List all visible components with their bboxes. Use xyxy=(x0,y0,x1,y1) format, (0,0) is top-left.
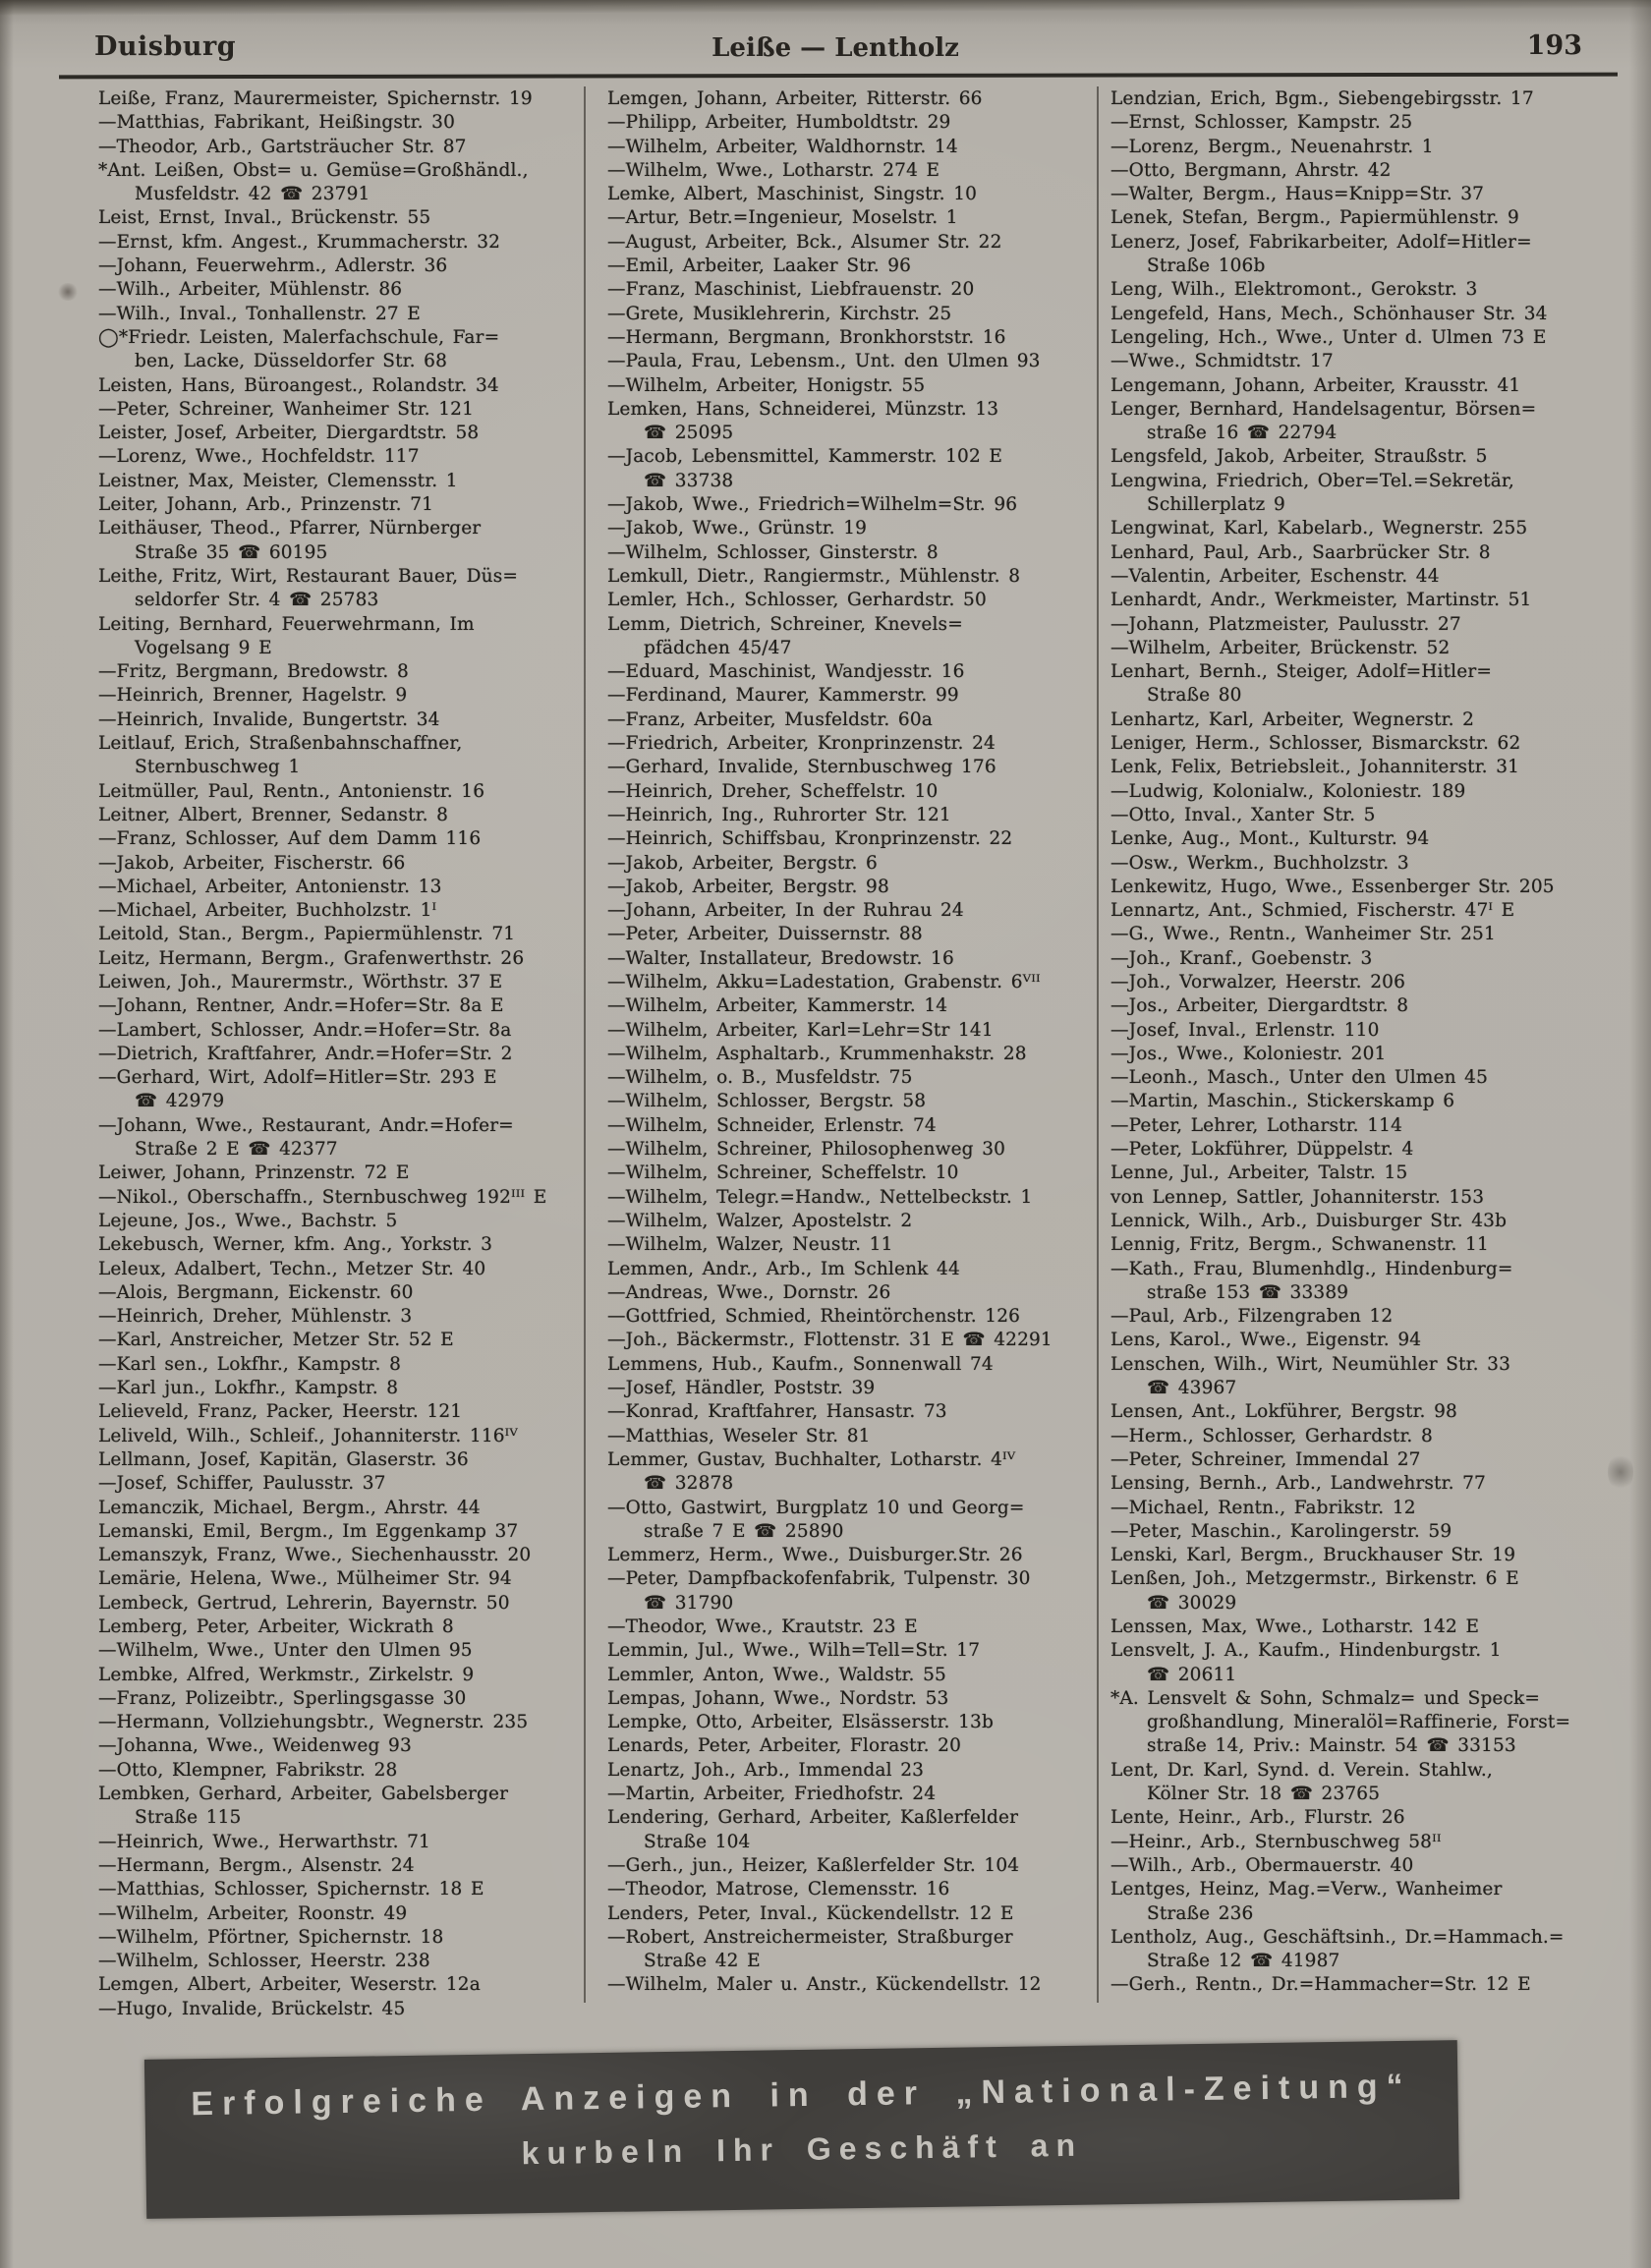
directory-line: Straße 106b xyxy=(1147,255,1266,277)
scan-speck xyxy=(57,283,79,301)
directory-line: —Paul, Arb., Filzengraben 12 xyxy=(1110,1306,1394,1328)
scan-edge-top xyxy=(0,0,1651,16)
directory-line: —Jakob, Arbeiter, Bergstr. 98 xyxy=(607,876,889,897)
directory-line: Lensen, Ant., Lokführer, Bergstr. 98 xyxy=(1110,1401,1457,1423)
directory-line: ☎ 31790 xyxy=(644,1592,734,1614)
directory-line: Leithäuser, Theod., Pfarrer, Nürnberger xyxy=(98,518,482,539)
directory-column-2 xyxy=(607,87,1091,1998)
directory-line: Leistner, Max, Meister, Clemensstr. 1 xyxy=(98,470,458,491)
directory-line: straße 153 ☎ 33389 xyxy=(1147,1281,1349,1303)
directory-line: Sternbuschweg 1 xyxy=(135,757,301,778)
directory-line: Lenards, Peter, Arbeiter, Florastr. 20 xyxy=(607,1735,962,1757)
directory-line: —Joh., Kranf., Goebenstr. 3 xyxy=(1110,947,1373,969)
directory-line: Lemanczik, Michael, Bergm., Ahrstr. 44 xyxy=(98,1497,481,1518)
directory-line: Lengemann, Johann, Arbeiter, Krausstr. 41 xyxy=(1110,374,1521,396)
directory-line: —Karl, Anstreicher, Metzer Str. 52 E xyxy=(98,1330,454,1351)
directory-line: *Ant. Leißen, Obst= u. Gemüse=Großhändl., xyxy=(98,159,529,181)
directory-line: —G., Wwe., Rentn., Wanheimer Str. 251 xyxy=(1110,924,1496,945)
directory-line: —Franz, Arbeiter, Musfeldstr. 60a xyxy=(607,709,933,730)
directory-line: Leisten, Hans, Büroangest., Rolandstr. 34 xyxy=(98,374,499,396)
directory-line: Lenders, Peter, Inval., Kückendellstr. 12 E xyxy=(607,1902,1014,1924)
directory-line: —Karl jun., Lokfhr., Kampstr. 8 xyxy=(98,1378,399,1399)
directory-line: Lemmen, Andr., Arb., Im Schlenk 44 xyxy=(607,1258,960,1279)
directory-line: Lenk, Felix, Betriebsleit., Johanniterstr. 31 xyxy=(1110,757,1520,778)
directory-line: Leitner, Albert, Brenner, Sedanstr. 8 xyxy=(98,804,449,825)
directory-line: Straße 115 xyxy=(135,1807,242,1829)
directory-line: Straße 35 ☎ 60195 xyxy=(135,541,328,563)
directory-line: Lendering, Gerhard, Arbeiter, Kaßlerfelder xyxy=(607,1807,1019,1829)
directory-line: —Johann, Platzmeister, Paulusstr. 27 xyxy=(1110,613,1461,635)
directory-line: ☎ 25095 xyxy=(644,423,734,444)
directory-line: Lenßen, Joh., Metzgermstr., Birkenstr. 6 E xyxy=(1110,1568,1519,1590)
directory-line: Lente, Heinr., Arb., Flurstr. 26 xyxy=(1110,1807,1405,1829)
directory-line: Lemmin, Jul., Wwe., Wilh=Tell=Str. 17 xyxy=(607,1640,981,1662)
directory-line: —Wilhelm, Pförtner, Spichernstr. 18 xyxy=(98,1926,444,1948)
directory-line: —Gerh., Rentn., Dr.=Hammacher=Str. 12 E xyxy=(1110,1974,1531,1996)
directory-line: —Peter, Lehrer, Lotharstr. 114 xyxy=(1110,1114,1402,1136)
directory-line: —Hugo, Invalide, Brückelstr. 45 xyxy=(98,1998,406,2019)
directory-line: —Wilhelm, Schreiner, Philosophenweg 30 xyxy=(607,1139,1006,1161)
directory-line: —Matthias, Fabrikant, Heißingstr. 30 xyxy=(98,112,455,134)
header-city: Duisburg xyxy=(94,31,237,62)
directory-line: straße 7 E ☎ 25890 xyxy=(644,1520,844,1542)
directory-line: —Johann, Arbeiter, In der Ruhrau 24 xyxy=(607,900,964,922)
directory-line: —Matthias, Weseler Str. 81 xyxy=(607,1425,871,1446)
directory-line: —Heinrich, Dreher, Scheffelstr. 10 xyxy=(607,780,939,802)
directory-line: —Eduard, Maschinist, Wandjesstr. 16 xyxy=(607,661,965,683)
directory-line: —Walter, Installateur, Bredowstr. 16 xyxy=(607,947,954,969)
advert-banner xyxy=(144,2040,1459,2219)
directory-line: Lemke, Albert, Maschinist, Singstr. 10 xyxy=(607,184,978,205)
directory-line: ☎ 30029 xyxy=(1147,1592,1237,1614)
directory-line: Lensing, Bernh., Arb., Landwehrstr. 77 xyxy=(1110,1473,1486,1495)
directory-line: —Ferdinand, Maurer, Kammerstr. 99 xyxy=(607,685,959,707)
directory-line: —Wilhelm, Schlosser, Ginsterstr. 8 xyxy=(607,541,939,563)
directory-line: Vogelsang 9 E xyxy=(135,637,272,658)
directory-line: —Andreas, Wwe., Dornstr. 26 xyxy=(607,1281,891,1303)
directory-line: —Wilhelm, Arbeiter, Brückenstr. 52 xyxy=(1110,637,1451,658)
column-divider-1 xyxy=(584,86,586,2003)
directory-line: Lenek, Stefan, Bergm., Papiermühlenstr. 9 xyxy=(1110,207,1519,229)
directory-line: Lempas, Johann, Wwe., Nordstr. 53 xyxy=(607,1687,949,1709)
directory-line: —Michael, Arbeiter, Buchholzstr. 1ᴵ xyxy=(98,900,437,922)
directory-line: —Peter, Schreiner, Wanheimer Str. 121 xyxy=(98,398,474,420)
directory-line: Lenne, Jul., Arbeiter, Talstr. 15 xyxy=(1110,1162,1408,1184)
directory-line: Lemgen, Albert, Arbeiter, Weserstr. 12a xyxy=(98,1974,481,1996)
directory-line: Lemm, Dietrich, Schreiner, Knevels= xyxy=(607,613,963,635)
directory-line: Lemgen, Johann, Arbeiter, Ritterstr. 66 xyxy=(607,88,983,109)
directory-line: Leng, Wilh., Elektromont., Gerokstr. 3 xyxy=(1110,279,1478,301)
directory-line: —Philipp, Arbeiter, Humboldtstr. 29 xyxy=(607,112,951,134)
directory-line: Lemler, Hch., Schlosser, Gerhardstr. 50 xyxy=(607,590,987,611)
directory-line: —Lorenz, Bergm., Neuenahrstr. 1 xyxy=(1110,136,1434,157)
directory-line: Kölner Str. 18 ☎ 23765 xyxy=(1147,1784,1381,1805)
directory-line: Lens, Karol., Wwe., Eigenstr. 94 xyxy=(1110,1330,1422,1351)
directory-line: —Wilhelm, Walzer, Neustr. 11 xyxy=(607,1234,893,1256)
directory-line: Leister, Josef, Arbeiter, Diergardtstr. 58 xyxy=(98,423,480,444)
directory-line: Lennartz, Ant., Schmied, Fischerstr. 47ᴵ E xyxy=(1110,900,1515,922)
directory-line: —Heinrich, Wwe., Herwarthstr. 71 xyxy=(98,1831,430,1852)
directory-line: —Otto, Klempner, Fabrikstr. 28 xyxy=(98,1759,398,1781)
directory-line: —Hermann, Vollziehungsbtr., Wegnerstr. 235 xyxy=(98,1712,529,1733)
directory-line: —Otto, Bergmann, Ahrstr. 42 xyxy=(1110,159,1392,181)
directory-line: —Jakob, Arbeiter, Fischerstr. 66 xyxy=(98,852,406,874)
directory-line: Lenger, Bernhard, Handelsagentur, Börsen= xyxy=(1110,398,1537,420)
directory-line: ☎ 42979 xyxy=(135,1091,225,1112)
directory-line: —Joh., Vorwalzer, Heerstr. 206 xyxy=(1110,971,1405,992)
directory-line: —Otto, Inval., Xanter Str. 5 xyxy=(1110,804,1376,825)
directory-line: —Wilh., Inval., Tonhallenstr. 27 E xyxy=(98,303,421,324)
directory-line: Leiwen, Joh., Maurermstr., Wörthstr. 37 E xyxy=(98,971,503,992)
directory-line: —Wilhelm, Asphaltarb., Krummenhakstr. 28 xyxy=(607,1043,1027,1064)
directory-line: —Theodor, Wwe., Krautstr. 23 E xyxy=(607,1616,918,1637)
directory-line: Lenhard, Paul, Arb., Saarbrücker Str. 8 xyxy=(1110,541,1491,563)
directory-line: Straße 42 E xyxy=(644,1951,761,1972)
directory-line: —Leonh., Masch., Unter den Ulmen 45 xyxy=(1110,1067,1489,1089)
directory-line: *A. Lensvelt & Sohn, Schmalz= und Speck= xyxy=(1110,1687,1541,1709)
directory-line: —Wilhelm, Schlosser, Heerstr. 238 xyxy=(98,1951,430,1972)
column-divider-2 xyxy=(1097,86,1099,2003)
directory-line: Leithe, Fritz, Wirt, Restaurant Bauer, Düs= xyxy=(98,565,518,587)
directory-line: Lelieveld, Franz, Packer, Heerstr. 121 xyxy=(98,1401,463,1423)
directory-line: Lemmerz, Herm., Wwe., Duisburger.Str. 26 xyxy=(607,1545,1023,1566)
directory-line: Leiwer, Johann, Prinzenstr. 72 E xyxy=(98,1162,410,1184)
directory-line: Lennig, Fritz, Bergm., Schwanenstr. 11 xyxy=(1110,1234,1489,1256)
directory-line: pfädchen 45/47 xyxy=(644,637,792,658)
directory-line: —Heinrich, Brenner, Hagelstr. 9 xyxy=(98,685,408,707)
directory-line: —Artur, Betr.=Ingenieur, Moselstr. 1 xyxy=(607,207,958,229)
directory-line: Lemkull, Dietr., Rangiermstr., Mühlenstr. 8 xyxy=(607,565,1021,587)
directory-line: Straße 236 xyxy=(1147,1902,1254,1924)
directory-line: Leiße, Franz, Maurermeister, Spichernstr. 19 xyxy=(98,88,533,109)
directory-line: —Gerhard, Invalide, Sternbuschweg 176 xyxy=(607,757,996,778)
directory-line: ☎ 43967 xyxy=(1147,1378,1237,1399)
directory-line: —Emil, Arbeiter, Laaker Str. 96 xyxy=(607,255,912,277)
directory-line: —Friedrich, Arbeiter, Kronprinzenstr. 24 xyxy=(607,733,996,755)
directory-line: Lentges, Heinz, Mag.=Verw., Wanheimer xyxy=(1110,1879,1503,1900)
directory-line: ☎ 20611 xyxy=(1147,1664,1237,1685)
directory-line: ☎ 32878 xyxy=(644,1473,734,1495)
directory-line: —Lorenz, Wwe., Hochfeldstr. 117 xyxy=(98,446,420,468)
directory-line: —Konrad, Kraftfahrer, Hansastr. 73 xyxy=(607,1401,947,1423)
directory-line: Lembeck, Gertrud, Lehrerin, Bayernstr. 50 xyxy=(98,1592,510,1614)
directory-line: —Wilhelm, Arbeiter, Karl=Lehr=Str 141 xyxy=(607,1019,994,1041)
directory-line: Lemmer, Gustav, Buchhalter, Lotharstr. 4ᴵⱽ xyxy=(607,1448,1016,1470)
directory-line: —Ernst, Schlosser, Kampstr. 25 xyxy=(1110,112,1413,134)
directory-line: —August, Arbeiter, Bck., Alsumer Str. 22 xyxy=(607,231,1002,253)
directory-line: Leliveld, Wilh., Schleif., Johanniterstr. 116ᴵⱽ xyxy=(98,1425,518,1446)
directory-line: —Wilhelm, Schlosser, Bergstr. 58 xyxy=(607,1091,927,1112)
directory-line: Lenhart, Bernh., Steiger, Adolf=Hitler= xyxy=(1110,661,1492,683)
directory-line: großhandlung, Mineralöl=Raffinerie, Forst= xyxy=(1147,1712,1571,1733)
directory-line: Leitold, Stan., Bergm., Papiermühlenstr. 71 xyxy=(98,924,516,945)
directory-line: —Hermann, Bergmann, Bronkhorststr. 16 xyxy=(607,326,1006,348)
directory-line: Lembken, Gerhard, Arbeiter, Gabelsberger xyxy=(98,1784,509,1805)
directory-line: —Theodor, Arb., Gartsträucher Str. 87 xyxy=(98,136,467,157)
directory-line: —Matthias, Schlosser, Spichernstr. 18 E xyxy=(98,1879,484,1900)
directory-line: Lemken, Hans, Schneiderei, Münzstr. 13 xyxy=(607,398,999,420)
directory-line: Lenerz, Josef, Fabrikarbeiter, Adolf=Hitler= xyxy=(1110,231,1532,253)
directory-line: —Franz, Maschinist, Liebfrauenstr. 20 xyxy=(607,279,975,301)
directory-line: Straße 80 xyxy=(1147,685,1242,707)
directory-line: straße 14, Priv.: Mainstr. 54 ☎ 33153 xyxy=(1147,1735,1516,1757)
directory-line: —Lambert, Schlosser, Andr.=Hofer=Str. 8a xyxy=(98,1019,512,1041)
directory-line: Musfeldstr. 42 ☎ 23791 xyxy=(135,184,370,205)
directory-line: Lemmler, Anton, Wwe., Waldstr. 55 xyxy=(607,1664,946,1685)
directory-line: —Dietrich, Kraftfahrer, Andr.=Hofer=Str. 2 xyxy=(98,1043,513,1064)
directory-line: —Robert, Anstreichermeister, Straßburger xyxy=(607,1926,1013,1948)
directory-line: Lemmens, Hub., Kaufm., Sonnenwall 74 xyxy=(607,1353,994,1375)
directory-line: —Valentin, Arbeiter, Eschenstr. 44 xyxy=(1110,565,1440,587)
directory-line: —Michael, Rentn., Fabrikstr. 12 xyxy=(1110,1497,1416,1518)
directory-line: —Gerh., jun., Heizer, Kaßlerfelder Str. 104 xyxy=(607,1854,1020,1876)
directory-line: Lentholz, Aug., Geschäftsinh., Dr.=Hammach.= xyxy=(1110,1926,1565,1948)
directory-line: Lempke, Otto, Arbeiter, Elsässerstr. 13b xyxy=(607,1712,994,1733)
directory-line: von Lennep, Sattler, Johanniterstr. 153 xyxy=(1110,1186,1485,1208)
directory-line: Lengwina, Friedrich, Ober=Tel.=Sekretär, xyxy=(1110,470,1514,491)
directory-line: —Martin, Arbeiter, Friedhofstr. 24 xyxy=(607,1784,937,1805)
directory-line: —Osw., Werkm., Buchholzstr. 3 xyxy=(1110,852,1409,874)
directory-line: —Gerhard, Wirt, Adolf=Hitler=Str. 293 E xyxy=(98,1067,497,1089)
directory-line: Lejeune, Jos., Wwe., Bachstr. 5 xyxy=(98,1210,398,1231)
directory-line: Lenartz, Joh., Arb., Immendal 23 xyxy=(607,1759,925,1781)
directory-line: —Kath., Frau, Blumenhdlg., Hindenburg= xyxy=(1110,1258,1513,1279)
header-rule xyxy=(59,73,1618,80)
directory-line: Straße 2 E ☎ 42377 xyxy=(135,1139,338,1161)
directory-line: —Walter, Bergm., Haus=Knipp=Str. 37 xyxy=(1110,184,1485,205)
directory-line: —Wwe., Schmidtstr. 17 xyxy=(1110,351,1334,372)
directory-line: —Peter, Maschin., Karolingerstr. 59 xyxy=(1110,1520,1452,1542)
directory-line: Lengeling, Hch., Wwe., Unter d. Ulmen 73 E xyxy=(1110,326,1547,348)
directory-line: —Paula, Frau, Lebensm., Unt. den Ulmen 93 xyxy=(607,351,1041,372)
directory-line: Straße 12 ☎ 41987 xyxy=(1147,1951,1340,1972)
directory-line: Lellmann, Josef, Kapitän, Glaserstr. 36 xyxy=(98,1448,469,1470)
directory-line: —Wilhelm, Wwe., Lotharstr. 274 E xyxy=(607,159,940,181)
scan-edge-left xyxy=(0,0,14,2268)
directory-line: Leleux, Adalbert, Techn., Metzer Str. 40 xyxy=(98,1258,486,1279)
directory-line: —Fritz, Bergmann, Bredowstr. 8 xyxy=(98,661,409,683)
directory-line: ☎ 33738 xyxy=(644,470,734,491)
directory-line: Leitlauf, Erich, Straßenbahnschaffner, xyxy=(98,733,463,755)
directory-line: —Wilhelm, Schreiner, Scheffelstr. 10 xyxy=(607,1162,959,1184)
directory-line: Leitmüller, Paul, Rentn., Antonienstr. 16 xyxy=(98,780,485,802)
directory-line: Lenski, Karl, Bergm., Bruckhauser Str. 19 xyxy=(1110,1545,1516,1566)
directory-line: —Wilhelm, Telegr.=Handw., Nettelbeckstr. 1 xyxy=(607,1186,1033,1208)
directory-line: —Wilhelm, Arbeiter, Kammerstr. 14 xyxy=(607,995,948,1017)
directory-line: Lennick, Wilh., Arb., Duisburger Str. 43b xyxy=(1110,1210,1508,1231)
directory-line: —Wilh., Arbeiter, Mühlenstr. 86 xyxy=(98,279,403,301)
directory-line: Lemanski, Emil, Bergm., Im Eggenkamp 37 xyxy=(98,1520,519,1542)
directory-line: Leiter, Johann, Arb., Prinzenstr. 71 xyxy=(98,494,434,516)
advert-banner-line1: Erfolgreiche Anzeigen in der „National-Zeitung“ xyxy=(191,2067,1412,2124)
directory-line: —Gottfried, Schmied, Rheintörchenstr. 126 xyxy=(607,1306,1021,1328)
directory-line: —Franz, Schlosser, Auf dem Damm 116 xyxy=(98,828,482,850)
directory-line: —Nikol., Oberschaffn., Sternbuschweg 192ᴵᴵᴵ E xyxy=(98,1186,547,1208)
directory-line: Lenke, Aug., Mont., Kulturstr. 94 xyxy=(1110,828,1430,850)
directory-line: —Wilhelm, Arbeiter, Waldhornstr. 14 xyxy=(607,136,958,157)
directory-line: seldorfer Str. 4 ☎ 25783 xyxy=(135,590,379,611)
directory-line: Lensvelt, J. A., Kaufm., Hindenburgstr. 1 xyxy=(1110,1640,1502,1662)
directory-line: Lenkewitz, Hugo, Wwe., Essenberger Str. 205 xyxy=(1110,876,1555,897)
directory-line: —Johann, Feuerwehrm., Adlerstr. 36 xyxy=(98,255,448,277)
directory-line: Lenhardt, Andr., Werkmeister, Martinstr. 51 xyxy=(1110,590,1532,611)
directory-line: Leiting, Bernhard, Feuerwehrmann, Im xyxy=(98,613,475,635)
directory-line: Leist, Ernst, Inval., Brückenstr. 55 xyxy=(98,207,431,229)
directory-line: Lenssen, Max, Wwe., Lotharstr. 142 E xyxy=(1110,1616,1480,1637)
directory-line: —Ernst, kfm. Angest., Krummacherstr. 32 xyxy=(98,231,501,253)
directory-line: —Heinr., Arb., Sternbuschweg 58ᴵᴵ xyxy=(1110,1831,1442,1852)
directory-line: —Wilhelm, Arbeiter, Honigstr. 55 xyxy=(607,374,926,396)
directory-line: Lemanszyk, Franz, Wwe., Siechenhausstr. 20 xyxy=(98,1545,532,1566)
directory-line: —Josef, Schiffer, Paulusstr. 37 xyxy=(98,1473,386,1495)
directory-line: —Wilhelm, Arbeiter, Roonstr. 49 xyxy=(98,1902,408,1924)
directory-line: —Alois, Bergmann, Eickenstr. 60 xyxy=(98,1281,414,1303)
directory-line: straße 16 ☎ 22794 xyxy=(1147,423,1338,444)
directory-line: —Herm., Schlosser, Gerhardstr. 8 xyxy=(1110,1425,1433,1446)
directory-column-3 xyxy=(1110,87,1633,1998)
directory-line: —Grete, Musiklehrerin, Kirchstr. 25 xyxy=(607,303,952,324)
directory-line: Leitz, Hermann, Bergm., Grafenwerthstr. 26 xyxy=(98,947,525,969)
directory-line: —Jakob, Arbeiter, Bergstr. 6 xyxy=(607,852,878,874)
directory-line: Schillerplatz 9 xyxy=(1147,494,1285,516)
directory-line: Lemärie, Helena, Wwe., Mülheimer Str. 94 xyxy=(98,1568,512,1590)
directory-line: —Heinrich, Schiffsbau, Kronprinzenstr. 22 xyxy=(607,828,1013,850)
directory-line: —Ludwig, Kolonialw., Koloniestr. 189 xyxy=(1110,780,1466,802)
directory-line: —Jacob, Lebensmittel, Kammerstr. 102 E xyxy=(607,446,1003,468)
directory-line: —Jos., Wwe., Koloniestr. 201 xyxy=(1110,1043,1387,1064)
directory-line: —Peter, Arbeiter, Duissernstr. 88 xyxy=(607,924,923,945)
directory-line: —Johann, Rentner, Andr.=Hofer=Str. 8a E xyxy=(98,995,504,1017)
directory-line: —Peter, Lokführer, Düppelstr. 4 xyxy=(1110,1139,1414,1161)
directory-line: —Joh., Bäckermstr., Flottenstr. 31 E ☎ 42291 xyxy=(607,1330,1053,1351)
directory-line: Straße 104 xyxy=(644,1831,751,1852)
directory-line: —Heinrich, Invalide, Bungertstr. 34 xyxy=(98,709,440,730)
directory-line: Lengefeld, Hans, Mech., Schönhauser Str. 34 xyxy=(1110,303,1548,324)
directory-line: Lenschen, Wilh., Wirt, Neumühler Str. 33 xyxy=(1110,1353,1510,1375)
directory-line: —Hermann, Bergm., Alsenstr. 24 xyxy=(98,1854,415,1876)
directory-line: —Josef, Inval., Erlenstr. 110 xyxy=(1110,1019,1380,1041)
directory-line: —Peter, Schreiner, Immendal 27 xyxy=(1110,1448,1421,1470)
directory-line: Lekebusch, Werner, kfm. Ang., Yorkstr. 3 xyxy=(98,1234,493,1256)
directory-line: Lengsfeld, Jakob, Arbeiter, Straußstr. 5 xyxy=(1110,446,1488,468)
directory-line: —Wilhelm, Maler u. Anstr., Kückendellstr. 12 xyxy=(607,1974,1042,1996)
directory-line: Leniger, Herm., Schlosser, Bismarckstr. 62 xyxy=(1110,733,1521,755)
advert-banner-line2: kurbeln Ihr Geschäft an xyxy=(521,2126,1084,2172)
directory-line: Lembke, Alfred, Werkmstr., Zirkelstr. 9 xyxy=(98,1664,475,1685)
directory-line: —Otto, Gastwirt, Burgplatz 10 und Georg= xyxy=(607,1497,1025,1518)
page-number: 193 xyxy=(1526,30,1582,61)
directory-line: —Wilhelm, o. B., Musfeldstr. 75 xyxy=(607,1067,913,1089)
directory-line: —Josef, Händler, Poststr. 39 xyxy=(607,1378,876,1399)
directory-line: —Peter, Dampfbackofenfabrik, Tulpenstr. 30 xyxy=(607,1568,1031,1590)
directory-line: Lent, Dr. Karl, Synd. d. Verein. Stahlw., xyxy=(1110,1759,1493,1781)
directory-column-1 xyxy=(98,87,572,2021)
directory-line: —Wilhelm, Wwe., Unter den Ulmen 95 xyxy=(98,1640,473,1662)
directory-line: —Heinrich, Dreher, Mühlenstr. 3 xyxy=(98,1306,413,1328)
directory-line: —Wilhelm, Schneider, Erlenstr. 74 xyxy=(607,1114,937,1136)
directory-line: —Karl sen., Lokfhr., Kampstr. 8 xyxy=(98,1353,401,1375)
directory-line: —Martin, Maschin., Stickerskamp 6 xyxy=(1110,1091,1455,1112)
directory-line: —Michael, Arbeiter, Antonienstr. 13 xyxy=(98,876,442,897)
directory-line: Lendzian, Erich, Bgm., Siebengebirgsstr. 17 xyxy=(1110,88,1534,109)
directory-line: —Theodor, Matrose, Clemensstr. 16 xyxy=(607,1879,950,1900)
directory-line: —Jakob, Wwe., Friedrich=Wilhelm=Str. 96 xyxy=(607,494,1018,516)
directory-line: Lenhartz, Karl, Arbeiter, Wegnerstr. 2 xyxy=(1110,709,1475,730)
directory-line: —Wilh., Arb., Obermauerstr. 40 xyxy=(1110,1854,1414,1876)
directory-line: —Wilhelm, Akku=Ladestation, Grabenstr. 6ⱽᴵᴵ xyxy=(607,971,1041,992)
directory-line: —Wilhelm, Walzer, Apostelstr. 2 xyxy=(607,1210,913,1231)
directory-line: Lengwinat, Karl, Kabelarb., Wegnerstr. 255 xyxy=(1110,518,1528,539)
directory-line: —Franz, Polizeibtr., Sperlingsgasse 30 xyxy=(98,1687,467,1709)
directory-line: —Johanna, Wwe., Weidenweg 93 xyxy=(98,1735,412,1757)
directory-line: ◯*Friedr. Leisten, Malerfachschule, Far= xyxy=(98,326,500,348)
header-name-range: Leiße — Lentholz xyxy=(712,33,959,63)
directory-line: —Johann, Wwe., Restaurant, Andr.=Hofer= xyxy=(98,1114,514,1136)
directory-line: —Jos., Arbeiter, Diergardtstr. 8 xyxy=(1110,995,1409,1017)
directory-line: —Jakob, Wwe., Grünstr. 19 xyxy=(607,518,868,539)
directory-line: —Heinrich, Ing., Ruhrorter Str. 121 xyxy=(607,804,951,825)
directory-line: ben, Lacke, Düsseldorfer Str. 68 xyxy=(135,351,448,372)
directory-line: Lemberg, Peter, Arbeiter, Wickrath 8 xyxy=(98,1616,454,1637)
